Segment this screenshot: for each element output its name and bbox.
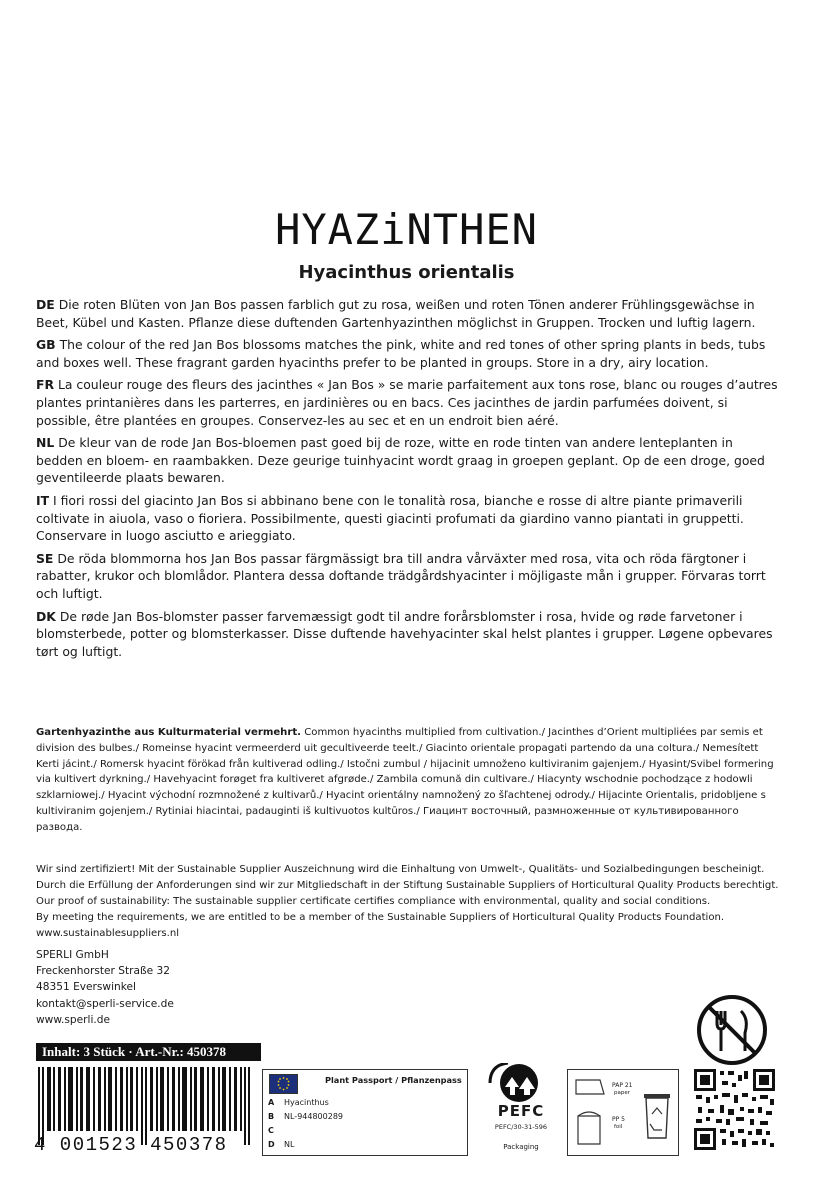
passport-row-b: B NL-944800289 [268, 1112, 343, 1121]
description-fr: FR La couleur rouge des fleurs des jacinthes « Jan Bos » se marie parfaitement aux tons rose, blanc ou rouges d’autres plantes printanières dans les parterres, en jardinières ou en bacs. Ces jacinthes de jardin parfumées doivent, si possible, être plantées en groupes. Conservez-les au sec et en un endroit bien aéré. [36, 377, 778, 428]
website-link[interactable]: www.sperli.de [36, 1013, 111, 1026]
passport-row-c: C [268, 1126, 274, 1135]
passport-row-d: D NL [268, 1140, 295, 1149]
no-food-icon [695, 993, 769, 1067]
description-se: SE De röda blommorna hos Jan Bos passar färgmässigt bra till andra vårväxter med rosa, vita och röda färgtoner i rabatter, krukor och blomlådor. Plantera dessa doftande trädgårdshyacinter i möjligaste mån i grupper. Förvaras torrt och luftigt. [36, 550, 766, 601]
street: Freckenhorster Straße 32 [36, 965, 171, 978]
cert-line: By meeting the requirements, we are entitled to be a member of the Sustainable Suppliers of Horticultural Quality Products Foundation. [36, 911, 725, 923]
foil-code: PP 5 [612, 1116, 625, 1123]
content-label: Inhalt: 3 Stück · Art.-Nr.: 450378 [36, 1043, 261, 1061]
company-name: SPERLI GmbH [36, 949, 109, 961]
description-dk: DK De røde Jan Bos-blomster passer farvemæssigt godt til andre forårsblomster i rosa, hvide og røde farvetoner i blomsterbede, potter og blomsterkasser. Disse duftende havehyacinter skal helst plantes i grupper. Løgene opbevares tørt og luftigt. [36, 608, 773, 659]
product-title: HYAZiNTHEN [275, 205, 538, 254]
passport-title: Plant Passport / Pflanzenpass [325, 1075, 462, 1085]
qr-code-icon [694, 1069, 775, 1150]
city: 48351 Everswinkel [36, 981, 136, 994]
eu-flag-icon [269, 1074, 298, 1094]
paper-code: PAP 21 [612, 1082, 633, 1089]
pefc-code: PEFC/30-31-596 [494, 1123, 548, 1131]
cert-line: Our proof of sustainability: The sustainable supplier certificate certifies compliance with environmental, quality and social conditions. [36, 895, 711, 907]
recycle-bin-icon [640, 1086, 674, 1144]
cert-link[interactable]: www.sustainablesuppliers.nl [36, 927, 180, 939]
packaging-icon [572, 1076, 608, 1150]
botanical-name: Hyacinthus orientalis [298, 262, 515, 283]
plant-passport [262, 1069, 468, 1156]
description-nl: NL De kleur van de rode Jan Bos-bloemen past goed bij de roze, witte en rode tinten van andere lenteplanten in bedden en bloem- en raambakken. Deze geurige tuinhyacint wordt graag in groepen geplant. Op de een droge, goed geventileerde plaats bewaren. [36, 435, 765, 486]
certification-text [36, 862, 796, 942]
company-address [36, 947, 336, 1028]
email-link[interactable]: kontakt@sperli-service.de [36, 997, 174, 1010]
description-gb: GB The colour of the red Jan Bos blossoms matches the pink, white and red tones of other spring plants in beds, tubs and boxes well. These fragrant garden hyacinths prefer to be planted in groups. Store in a dry, airy location. [36, 337, 766, 370]
description-de: DE Die roten Blüten von Jan Bos passen farblich gut zu rosa, weißen und roten Tönen anderer Frühlingsgewächse in Beet, Kübel und Kasten. Pflanze diese duftenden Gartenhyazinthen möglichst in Gruppen. Trocken und luftig lagern. [36, 297, 756, 330]
pefc-caption: Packaging [503, 1143, 539, 1151]
recycling-info [567, 1069, 679, 1156]
barcode-number: 4 001523 450378 [34, 1134, 228, 1156]
foil-word: foil [614, 1124, 623, 1130]
passport-row-a: A Hyacinthus [268, 1098, 329, 1107]
paper-word: paper [614, 1090, 630, 1096]
description-it: IT I fiori rossi del giacinto Jan Bos si abbinano bene con le tonalità rosa, bianche e rosse di altre piante primaverili coltivate in aiuola, vaso o fioriera. Possibilmente, questi giacinti profumati da giardino vanno piantati in gruppetti. Conservare in luogo asciutto e arieggiato. [36, 492, 744, 544]
cert-line: Wir sind zertifiziert! Mit der Sustainable Supplier Auszeichnung wird die Einhaltung von Umwelt-, Qualitäts- und Sozialbedingungen bescheinigt. [36, 864, 765, 875]
pefc-name: PEFC [497, 1102, 545, 1120]
origin-statement: Gartenhyazinthe aus Kulturmaterial vermehrt. Common hyacinths multiplied from cultivation./ Jacinthes d’Orient multipliées par semis et division des bulbes./ Romeinse hyacint vermeerderd uit gecultiveerde teelt./ Giacinto orientale propagati partendo da una coltura./ Nemesített Kerti jácint./ Romersk hyacint förökad från kultiverad odling./ Istočni zumbul / hijacinit umnoženo kultiviranim gajenjem./ Hyasint/Svibel formering via kultivert dyrkning./ Havehyacint forøget fra kultiveret afgrøde./ Zambila comună din cultivare./ Hiacynty wschodnie pochodzące z hodowli szklarniowej./ Hyacint východní rozmnožené z kultivarů./ Hyacint orientálny namnožený zo šľachtenej odrody./ Hijacinte Orientalis, pridobljene s kultiviranim gojenjem./ Rytiniai hiacintai, padauginti iš kultivuotos kultūros./ Гиацинт восточный, размноженные от культивированного развода. [36, 727, 774, 833]
description-list [36, 296, 781, 665]
cert-line: Durch die Erfüllung der Anforderungen sind wir zur Mitgliedschaft in der Stiftung Sustainable Suppliers of Horticultural Quality Products berechtigt. [36, 879, 779, 891]
